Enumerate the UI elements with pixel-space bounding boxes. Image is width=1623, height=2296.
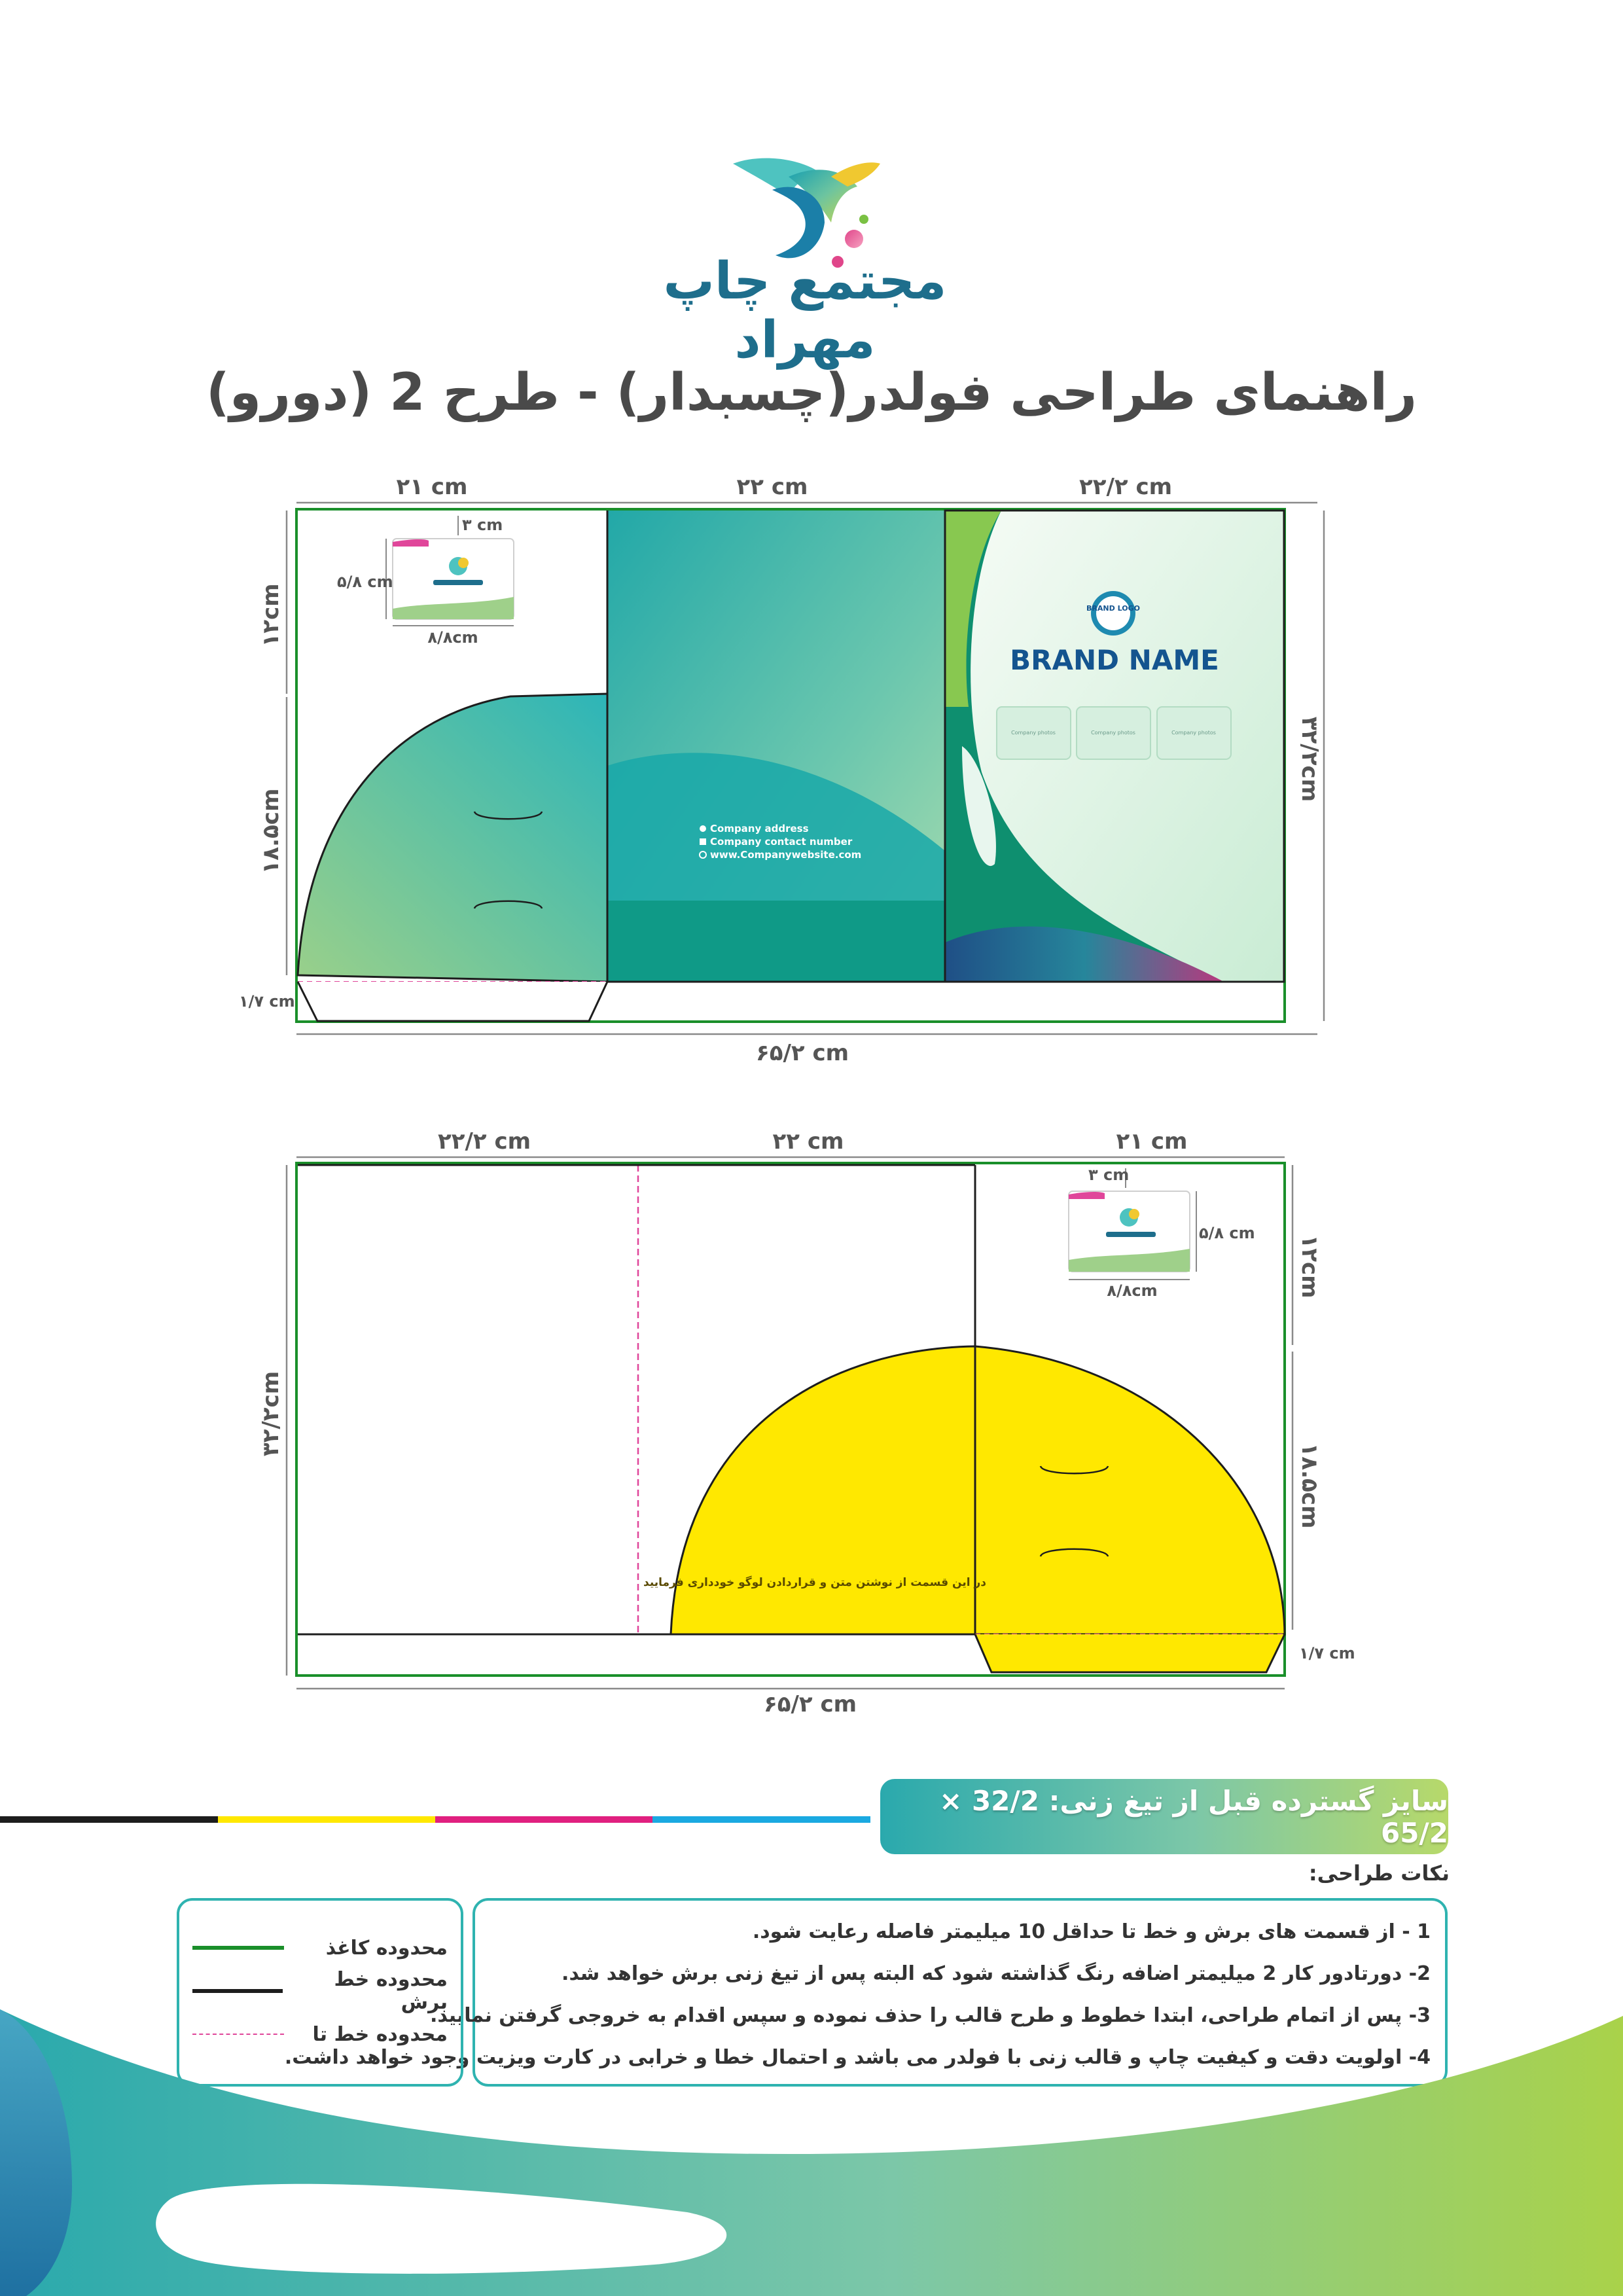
photo-label: Company photos bbox=[1171, 730, 1216, 736]
dim-label: ۵/۸ cm bbox=[337, 573, 393, 591]
pocket-flap bbox=[298, 694, 607, 982]
dim-label: ۱۸.۵cm bbox=[1296, 1443, 1323, 1529]
cmyk-color-bar bbox=[0, 1816, 870, 1824]
top-folder-template bbox=[0, 458, 1623, 1073]
business-card bbox=[1069, 1191, 1190, 1272]
business-card bbox=[393, 539, 514, 619]
legend-label: محدوده خط تا bbox=[312, 2022, 448, 2046]
dim-label: ۸/۸cm bbox=[427, 628, 478, 647]
note-item: 3- پس از اتمام طراحی، ابتدا خطوط و طرح قالب را حذف نموده و سپس اقدام به خروجی گرفتن نمایید. bbox=[429, 2004, 1431, 2027]
legend-label: محدوده کاغذ bbox=[325, 1936, 448, 1960]
top-width-labels bbox=[397, 474, 1173, 500]
dim-label: ۲۲ cm bbox=[736, 474, 808, 500]
dim-label: ۵/۸ cm bbox=[1199, 1224, 1255, 1242]
brand-name: مجتمع چاپ مهراد bbox=[663, 252, 947, 370]
dim-label: ۱۲cm bbox=[258, 583, 284, 647]
dim-label: ۳۲/۲cm bbox=[1296, 716, 1323, 802]
dim-label: ۶۵/۲ cm bbox=[755, 1040, 849, 1066]
dim-label: ۳ cm bbox=[462, 516, 503, 534]
pocket-flap bbox=[671, 1346, 1285, 1634]
dim-label: ۱/۷ cm bbox=[239, 992, 295, 1011]
page-title: راهنمای طراحی فولدر(چسبدار) - طرح 2 (دورو) bbox=[205, 363, 1418, 422]
dim-label: ۲۲/۲ cm bbox=[437, 1128, 531, 1155]
dim-label: ۱۸.۵cm bbox=[258, 788, 284, 874]
dim-label: ۱۲cm bbox=[1296, 1234, 1323, 1299]
legend-paper bbox=[192, 1935, 448, 1961]
website-text: www.Companywebsite.com bbox=[710, 849, 862, 861]
dim-label: ۲۱ cm bbox=[396, 474, 468, 500]
photo-label: Company photos bbox=[1011, 730, 1056, 736]
notes-heading: نکات طراحی: bbox=[1308, 1861, 1450, 1886]
dim-label: ۲۱ cm bbox=[1116, 1128, 1188, 1155]
dim-label: ۱/۷ cm bbox=[1299, 1644, 1355, 1662]
legend-swatch bbox=[192, 1946, 284, 1950]
dim-label: ۲۲/۲ cm bbox=[1079, 474, 1173, 500]
address-text: Company address bbox=[710, 823, 809, 834]
bottom-folder-template bbox=[0, 1113, 1623, 1728]
dim-label: ۳ cm bbox=[1088, 1166, 1130, 1184]
note-item: 4- اولویت دقت و کیفیت چاپ و قالب زنی با فولدر می باشد و احتمال خطا و خرابی در کارت ویزیت وجود خواهد داشت. bbox=[284, 2046, 1431, 2069]
dim-label: ۸/۸cm bbox=[1107, 1282, 1158, 1300]
dim-label: ۲۲ cm bbox=[772, 1128, 844, 1155]
svg-text:BRAND LOGO: BRAND LOGO bbox=[1086, 604, 1140, 613]
company-photos bbox=[997, 707, 1231, 759]
note-item: 1 - از قسمت های برش و خط تا حداقل 10 میلیمتر فاصله رعایت شود. bbox=[752, 1920, 1431, 1943]
photo-label: Company photos bbox=[1091, 730, 1135, 736]
flap-note: در این قسمت از نوشتن متن و قراردادن لوگو خودداری فرمایید bbox=[643, 1576, 986, 1589]
phone-text: Company contact number bbox=[710, 836, 853, 848]
note-item: 2- دورتادور کار 2 میلیمتر اضافه رنگ گذاشته شود که البته پس از تیغ زنی برش خواهد شد. bbox=[562, 1962, 1431, 1985]
legend-label: محدوده خط برش bbox=[334, 1968, 448, 2014]
dim-label: ۳۲/۲cm bbox=[258, 1371, 284, 1457]
footer-wave bbox=[0, 1990, 1623, 2296]
dim-label: ۶۵/۲ cm bbox=[763, 1691, 857, 1717]
brand-name-text: BRAND NAME bbox=[1010, 644, 1219, 676]
spread-size-banner: سایز گسترده قبل از تیغ زنی: 32/2 × 65/2 bbox=[880, 1779, 1448, 1854]
